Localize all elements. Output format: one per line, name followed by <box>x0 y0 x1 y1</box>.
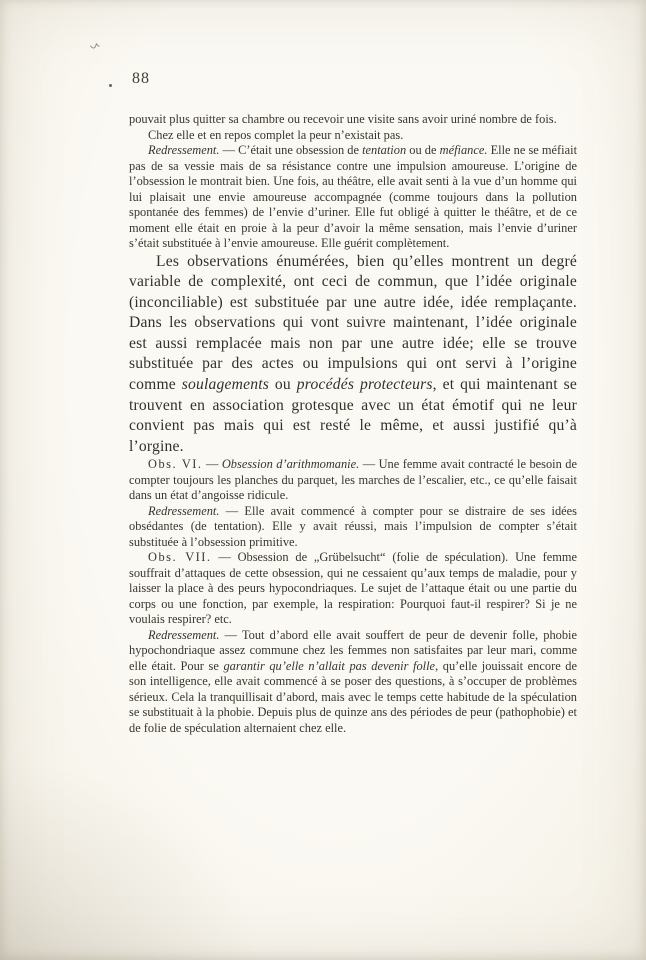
paragraph <box>129 112 577 128</box>
text-run: Obs. VI. <box>148 457 203 472</box>
paragraph <box>129 128 577 144</box>
text-run: Obs. VII. <box>148 550 212 565</box>
page-corner-shade <box>0 760 260 960</box>
text-run: — Obsession de „Grübelsucht“ (folie de spéculation). Une femme souffrait d’attaques de cette obsession, qui ne cessaient qu’aux temps de maladie, pour y laisser la place à des peurs hypocondriaques. Le sujet de l’attaque était ou une partie du corps ou une fonction, par exemple, la respiration: Pourquoi faut-il respirer? Si je ne voulais respirer? etc. <box>129 550 577 627</box>
ink-dot <box>109 84 112 87</box>
italic-run: Redressement. <box>148 627 220 642</box>
italic-run: Redressement. <box>148 503 220 518</box>
pen-mark <box>88 37 103 57</box>
text-run: Chez elle et en repos complet la peur n’existait pas. <box>148 127 404 142</box>
paragraph <box>129 504 577 551</box>
paragraph <box>129 143 577 252</box>
text-run: — Une femme avait contracté le besoin de compter toujours les planches du parquet, les marches de l’escalier, etc., ce qu’elle faisait dans un état d’angoisse ridicule. <box>129 457 578 503</box>
italic-run: soulagements <box>181 376 270 394</box>
italic-run: Redressement. <box>148 143 220 157</box>
text-run: Elle ne se méfiait pas de sa vessie mais de sa résistance contre une impulsion amoureuse. L’origine de l’obsession le montrait bien. Une fois, au théâtre, elle avait senti à la vue d’un homme qui lui plaisait une envie amoureuse accompagnée (comme toujours dans la pollution spontanée des femmes) de l’envie d’uriner. Elle fut obligé à quitter le théâtre, et de ce moment elle était en proie à la peur d’avoir la même sensation, mais l’envie d’uriner s’était substituée à l’envie amoureuse. Elle guérit complètement. <box>129 143 578 250</box>
italic-run: méfiance. <box>439 143 488 157</box>
paragraph <box>129 252 577 458</box>
paragraph <box>129 628 577 737</box>
text-run: ou de <box>406 143 440 157</box>
text-block <box>129 112 577 736</box>
text-run: ou <box>269 376 297 394</box>
paragraph <box>129 550 577 628</box>
text-run: — Elle avait commencé à compter pour se distraire de ses idées obsédantes (de tentation). Elle y avait réussi, mais l’impulsion de compter s’était substituée à l’obsession primitive. <box>129 503 577 549</box>
italic-run: garantir qu’elle n’allait pas devenir folle <box>223 658 436 673</box>
text-run: pouvait plus quitter sa chambre ou recevoir une visite sans avoir uriné nombre de fois. <box>129 112 557 126</box>
page-number: 88 <box>132 70 150 87</box>
text-run: , et qui maintenant se trouvent en association grotesque avec un état émotif qui ne leur convient pas mais qui est resté le même, et aussi justifié qu’à l’orgine. <box>129 376 577 455</box>
italic-run: procédés protecteurs <box>296 376 433 394</box>
text-run: , qu’elle jouissait encore de son intelligence, elle avait commencé à se poser des questions, à s’occuper de problèmes sérieux. Cela la tranquillisait d’abord, mais avec le temps cette habitude de la spéculation se substituait à la phobie. Depuis plus de quinze ans des périodes de peur (pathophobie) et de folie de spéculation alternaient chez elle. <box>129 658 577 735</box>
paragraph <box>129 457 577 504</box>
text-run: — <box>202 457 222 472</box>
text-run: Les observations énumérées, bien qu’elles montrent un degré variable de complexité, ont ceci de commun, que l’idée originale (inconciliable) est substituée par une autre idée, idée remplaçante. Dans les observations qui vont suivre maintenant, l’idée originale est aussi remplacée mais non par une autre idée; elle se trouve substituée par des actes ou impulsions qui ont servi à l’origine comme <box>129 252 577 394</box>
text-run: — Tout d’abord elle avait souffert de peur de devenir folle, phobie hypochondriaque assez commune chez les femmes non satisfaites par leur mari, comme elle était. Pour se <box>129 627 577 673</box>
italic-run: Obsession d’arithmomanie. <box>221 457 360 472</box>
text-run: — C’était une obsession de <box>219 143 363 157</box>
italic-run: tentation <box>362 143 407 157</box>
